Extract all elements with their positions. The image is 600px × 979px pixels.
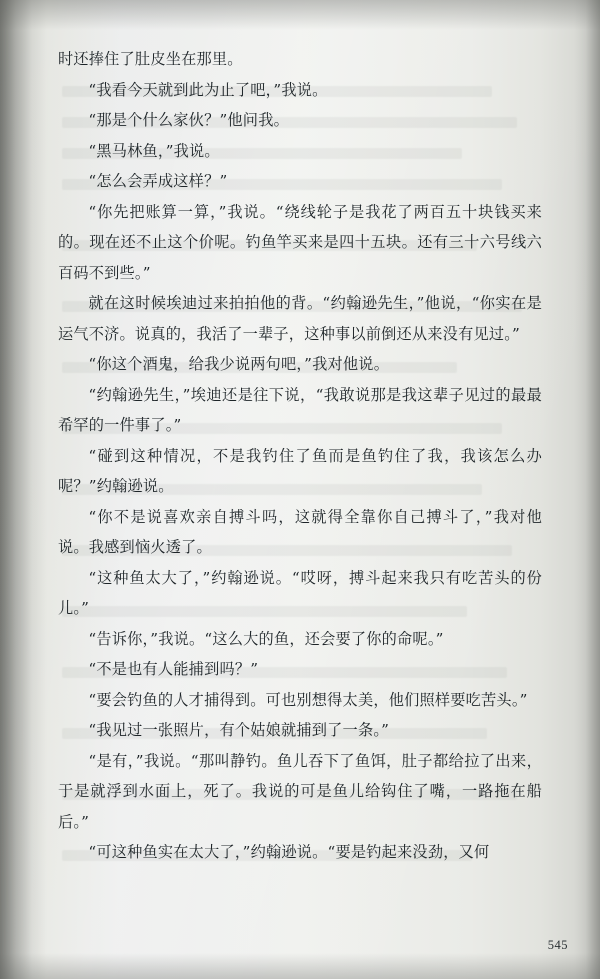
paragraph: “不是也有人能捕到吗？”	[88, 660, 259, 678]
paragraph: “我见过一张照片，有个姑娘就捕到了一条。”	[88, 721, 390, 739]
paragraph: “我看今天就到此为止了吧，”我说。	[88, 80, 328, 99]
spine-shadow	[0, 0, 46, 979]
paragraph: 时还捧住了肚皮坐在那里。	[58, 50, 243, 68]
paragraph: “黑马林鱼，”我说。	[88, 141, 220, 160]
paragraph: “那是个什么家伙？”他问我。	[88, 111, 289, 129]
page-number: 545	[547, 938, 568, 952]
paragraph: “要会钓鱼的人才捕得到。可也别想得太美，他们照样要吃苦头。”	[88, 690, 528, 709]
paragraph: “你不是说喜欢亲自搏斗吗，这就得全靠你自己搏斗了，”我对他说。我感到恼火透了。	[58, 507, 542, 556]
paragraph: “可这种鱼实在太大了，”约翰逊说。“要是钓起来没劲，又何	[88, 843, 490, 861]
paragraph: “怎么会弄成这样？”	[88, 172, 228, 190]
paragraph: “告诉你，”我说。“这么大的鱼，还会要了你的命呢。”	[88, 629, 444, 648]
top-edge-shadow	[0, 0, 600, 30]
paragraph: “约翰逊先生，”埃迪还是往下说，“我敢说那是我这辈子见过的最最希罕的一件事了。”	[58, 385, 542, 434]
paragraph: “碰到这种情况，不是我钓住了鱼而是鱼钓住了我，我该怎么办呢？”约翰逊说。	[58, 446, 542, 495]
bottom-edge-shadow	[0, 953, 600, 979]
paragraph: 就在这时候埃迪过来拍拍他的背。“约翰逊先生，”他说，“你实在是运气不济。说真的，我活了一辈子，这种事以前倒还从来没有见过。”	[58, 294, 542, 343]
paragraph: “这种鱼太大了，”约翰逊说。“哎呀，搏斗起来我只有吃苦头的份儿。”	[58, 568, 542, 617]
paragraph: “你这个酒鬼，给我少说两句吧，”我对他说。	[88, 355, 390, 373]
paragraph: “是有，”我说。“那叫静钓。鱼儿吞下了鱼饵，肚子都给拉了出来，于是就浮到水面上，死了。我说的可是鱼儿给钩住了嘴，一路拖在船后。”	[58, 751, 542, 831]
page-text-column	[58, 44, 542, 868]
paragraph: “你先把账算一算，”我说。“绕线轮子是我花了两百五十块钱买来的。现在还不止这个价呢。钓鱼竿买来是四十五块。还有三十六号线六百码不到些。”	[58, 202, 542, 282]
page-edge-shadow	[574, 0, 600, 979]
